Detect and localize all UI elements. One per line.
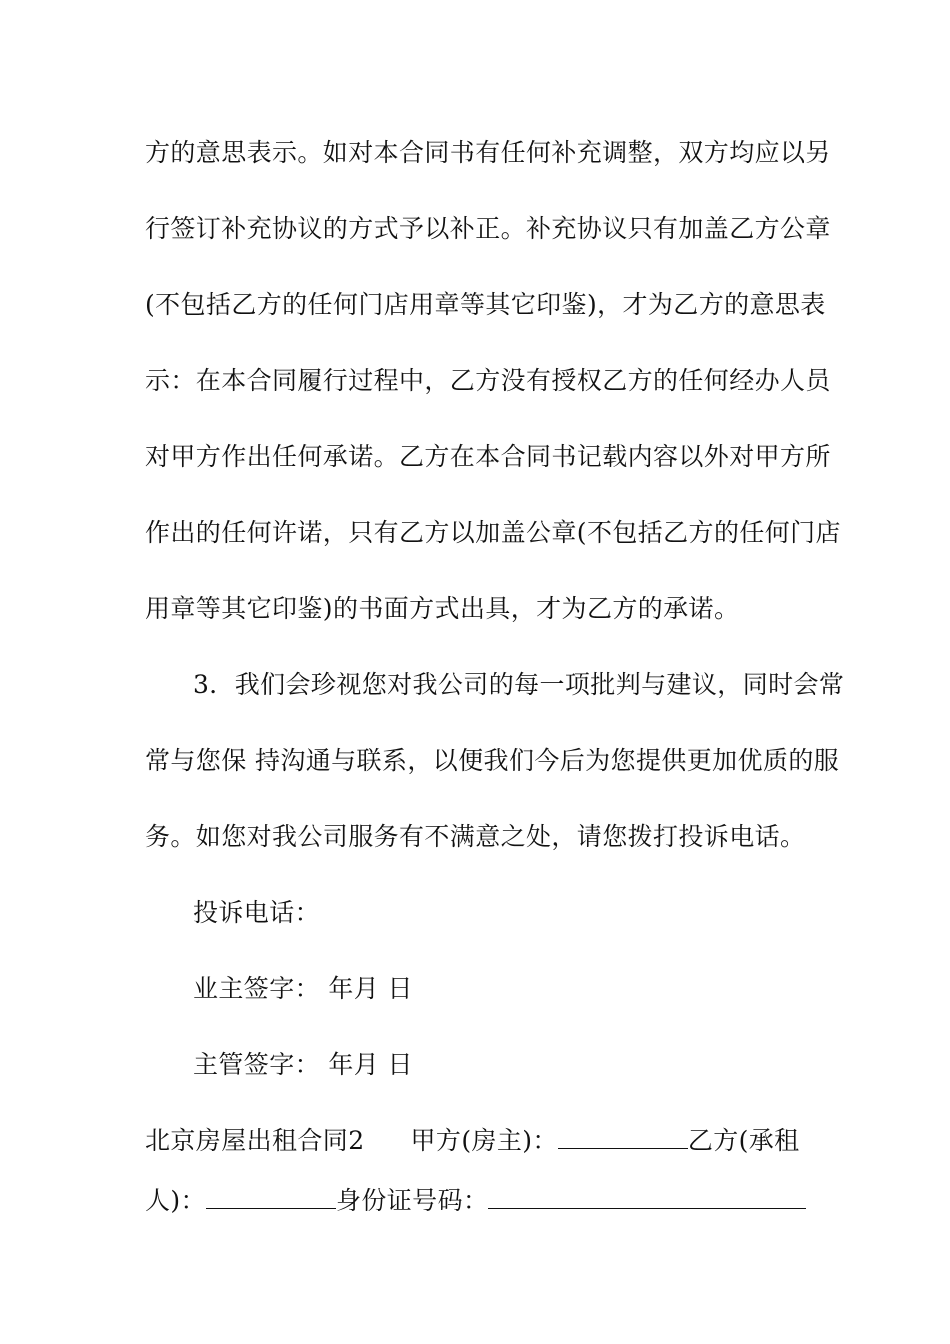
supervisor-signature-line: 主管签字： 年月 日 — [193, 1050, 413, 1079]
id-number-label: 身份证号码： — [335, 1186, 489, 1215]
paragraph-line: 方的意思表示。如对本合同书有任何补充调整，双方均应以另 — [145, 138, 831, 167]
paragraph-line: 对甲方作出任何承诺。乙方在本合同书记载内容以外对甲方所 — [145, 442, 831, 471]
paragraph-line: 作出的任何许诺，只有乙方以加盖公章(不包括乙方的任何门店 — [145, 518, 841, 547]
paragraph-line: 行签订补充协议的方式予以补正。补充协议只有加盖乙方公章 — [145, 214, 831, 243]
complaint-phone-label: 投诉电话： — [193, 898, 321, 927]
tenant-line — [145, 1184, 810, 1218]
contract-title: 北京房屋出租合同2 — [145, 1126, 365, 1155]
paragraph-line: 务。如您对我公司服务有不满意之处，请您拨打投诉电话。 — [145, 822, 806, 851]
paragraph-line: 常与您保 持沟通与联系，以便我们今后为您提供更加优质的服 — [145, 746, 840, 775]
id-number-blank[interactable] — [488, 1184, 806, 1209]
tenant-label: 人)： — [145, 1186, 206, 1215]
paragraph-line: (不包括乙方的任何门店用章等其它印鉴)，才为乙方的意思表 — [145, 290, 826, 319]
tenant-blank[interactable] — [206, 1184, 336, 1209]
paragraph-line: 3．我们会珍视您对我公司的每一项批判与建议，同时会常 — [193, 670, 845, 699]
owner-signature-line: 业主签字： 年月 日 — [193, 974, 413, 1003]
contract-header-line — [145, 1124, 810, 1158]
party-b-label: 乙方(承租 — [687, 1126, 800, 1155]
paragraph-line: 用章等其它印鉴)的书面方式出具，才为乙方的承诺。 — [145, 594, 740, 623]
party-a-label: 甲方(房主)： — [410, 1126, 558, 1155]
paragraph-line: 示：在本合同履行过程中，乙方没有授权乙方的任何经办人员 — [145, 366, 831, 395]
party-a-blank[interactable] — [558, 1124, 688, 1149]
